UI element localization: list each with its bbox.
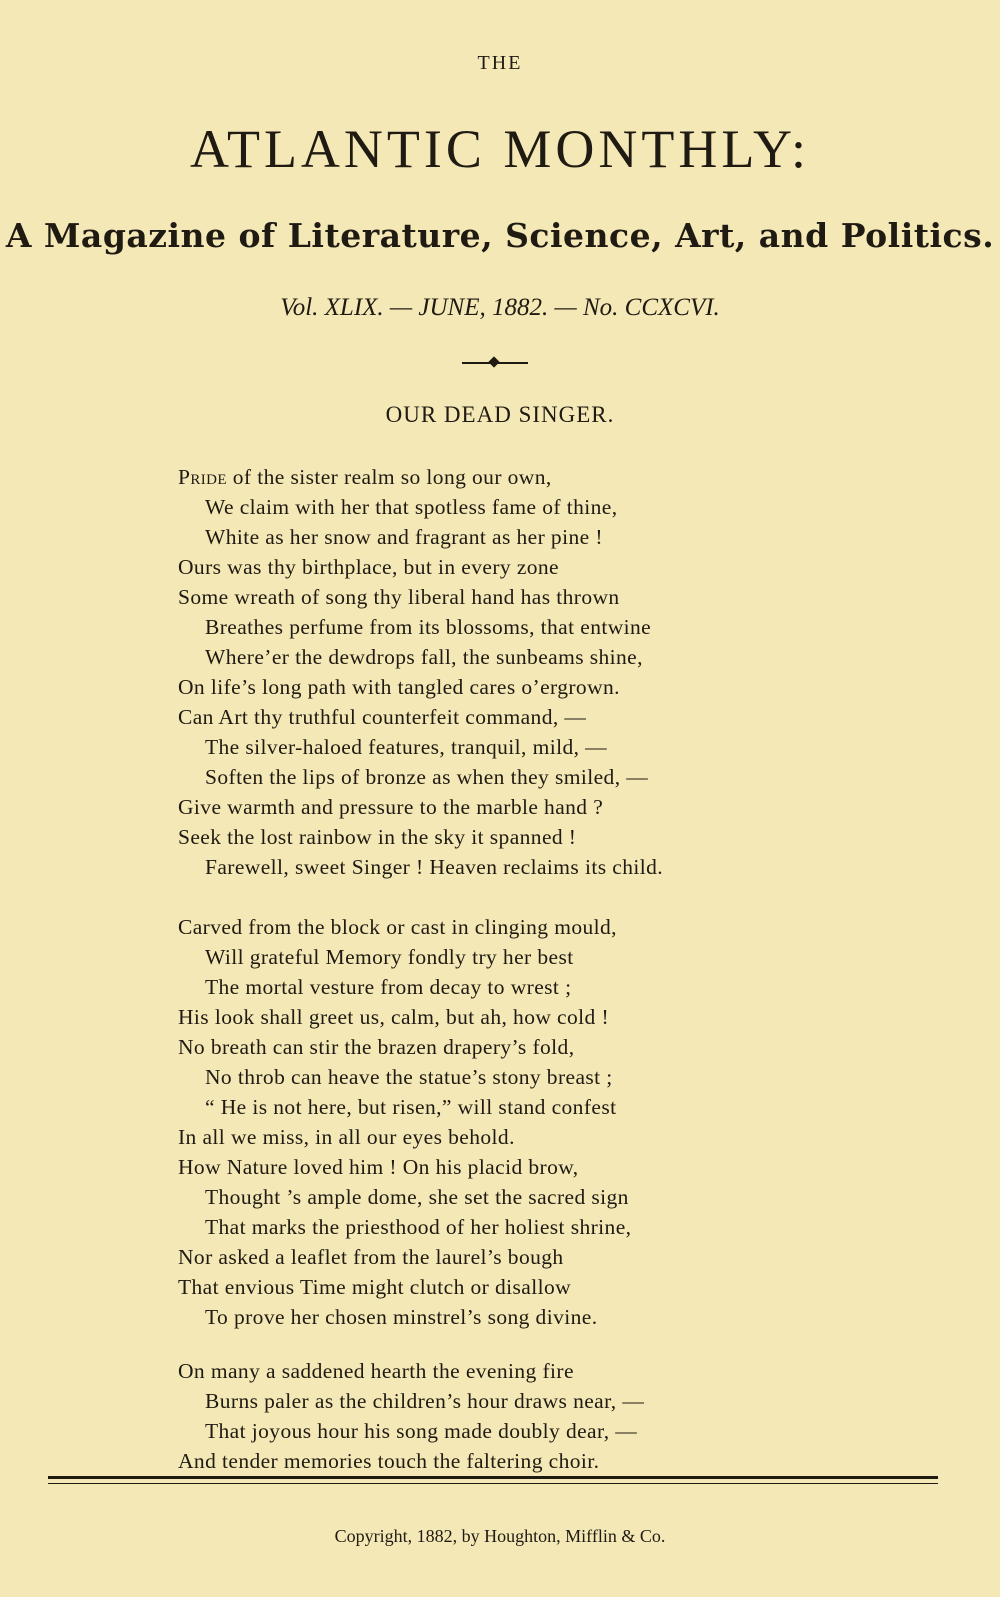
- footer-rule-thin: [48, 1483, 938, 1484]
- stanza-3: [178, 1356, 938, 1476]
- poem-line: [178, 462, 938, 492]
- poem-line: His look shall greet us, calm, but ah, how cold !: [178, 1005, 610, 1029]
- stanza-2: [178, 912, 938, 1332]
- magazine-title: ATLANTIC MONTHLY:: [189, 119, 811, 179]
- poem-line: That joyous hour his song made doubly dear, —: [205, 1419, 638, 1443]
- issue-line: Vol. XLIX. — JUNE, 1882. — No. CCXCVI.: [280, 294, 720, 321]
- copyright-notice: Copyright, 1882, by Houghton, Mifflin & Co.: [334, 1526, 666, 1546]
- poem-line: Some wreath of song thy liberal hand has thrown: [178, 585, 620, 609]
- poem-title: OUR DEAD SINGER.: [385, 402, 615, 427]
- masthead-article: THE: [477, 52, 523, 74]
- poem-line: Thought ’s ample dome, she set the sacred sign: [205, 1185, 629, 1209]
- stanza-1: [178, 462, 938, 882]
- magazine-subtitle: A Magazine of Literature, Science, Art, and Politics.: [5, 216, 995, 255]
- ornament-diamond-icon: [488, 356, 499, 367]
- poem-line: Can Art thy truthful counterfeit command, —: [178, 705, 587, 729]
- poem-line: The silver-haloed features, tranquil, mild, —: [205, 735, 608, 759]
- poem-line: That marks the priesthood of her holiest shrine,: [205, 1215, 632, 1239]
- poem-line: To prove her chosen minstrel’s song divine.: [205, 1305, 598, 1329]
- poem-line: Seek the lost rainbow in the sky it spanned !: [178, 825, 577, 849]
- poem-line: On many a saddened hearth the evening fire: [178, 1359, 574, 1383]
- poem-line: The mortal vesture from decay to wrest ;: [205, 975, 572, 999]
- poem-line: Will grateful Memory fondly try her best: [205, 945, 574, 969]
- ornament-divider: [462, 357, 528, 369]
- poem-line: Carved from the block or cast in clinging mould,: [178, 915, 617, 939]
- poem-line: Soften the lips of bronze as when they smiled, —: [205, 765, 649, 789]
- drop-word: Pride: [178, 465, 227, 489]
- footer-rule-thick: [48, 1476, 938, 1479]
- poem-line: How Nature loved him ! On his placid brow,: [178, 1155, 579, 1179]
- poem-line: Farewell, sweet Singer ! Heaven reclaims its child.: [205, 855, 664, 879]
- poem-line: Ours was thy birthplace, but in every zone: [178, 555, 559, 579]
- poem-line: Give warmth and pressure to the marble hand ?: [178, 795, 604, 819]
- poem-line: White as her snow and fragrant as her pine !: [205, 525, 603, 549]
- first-line-rest: of the sister realm so long our own,: [226, 465, 552, 489]
- poem-line: “ He is not here, but risen,” will stand confest: [205, 1095, 617, 1119]
- poem-line: Breathes perfume from its blossoms, that entwine: [205, 615, 652, 639]
- poem-line: Where’er the dewdrops fall, the sunbeams shine,: [205, 645, 643, 669]
- poem-line: That envious Time might clutch or disallow: [178, 1275, 572, 1299]
- poem-line: On life’s long path with tangled cares o’ergrown.: [178, 675, 620, 699]
- poem-line: In all we miss, in all our eyes behold.: [178, 1125, 515, 1149]
- poem-line: No throb can heave the statue’s stony breast ;: [205, 1065, 613, 1089]
- poem-line: No breath can stir the brazen drapery’s fold,: [178, 1035, 575, 1059]
- poem-line: And tender memories touch the faltering choir.: [178, 1449, 600, 1473]
- poem-line: We claim with her that spotless fame of thine,: [205, 495, 618, 519]
- poem-line: Burns paler as the children’s hour draws near, —: [205, 1389, 645, 1413]
- poem-line: Nor asked a leaflet from the laurel’s bough: [178, 1245, 564, 1269]
